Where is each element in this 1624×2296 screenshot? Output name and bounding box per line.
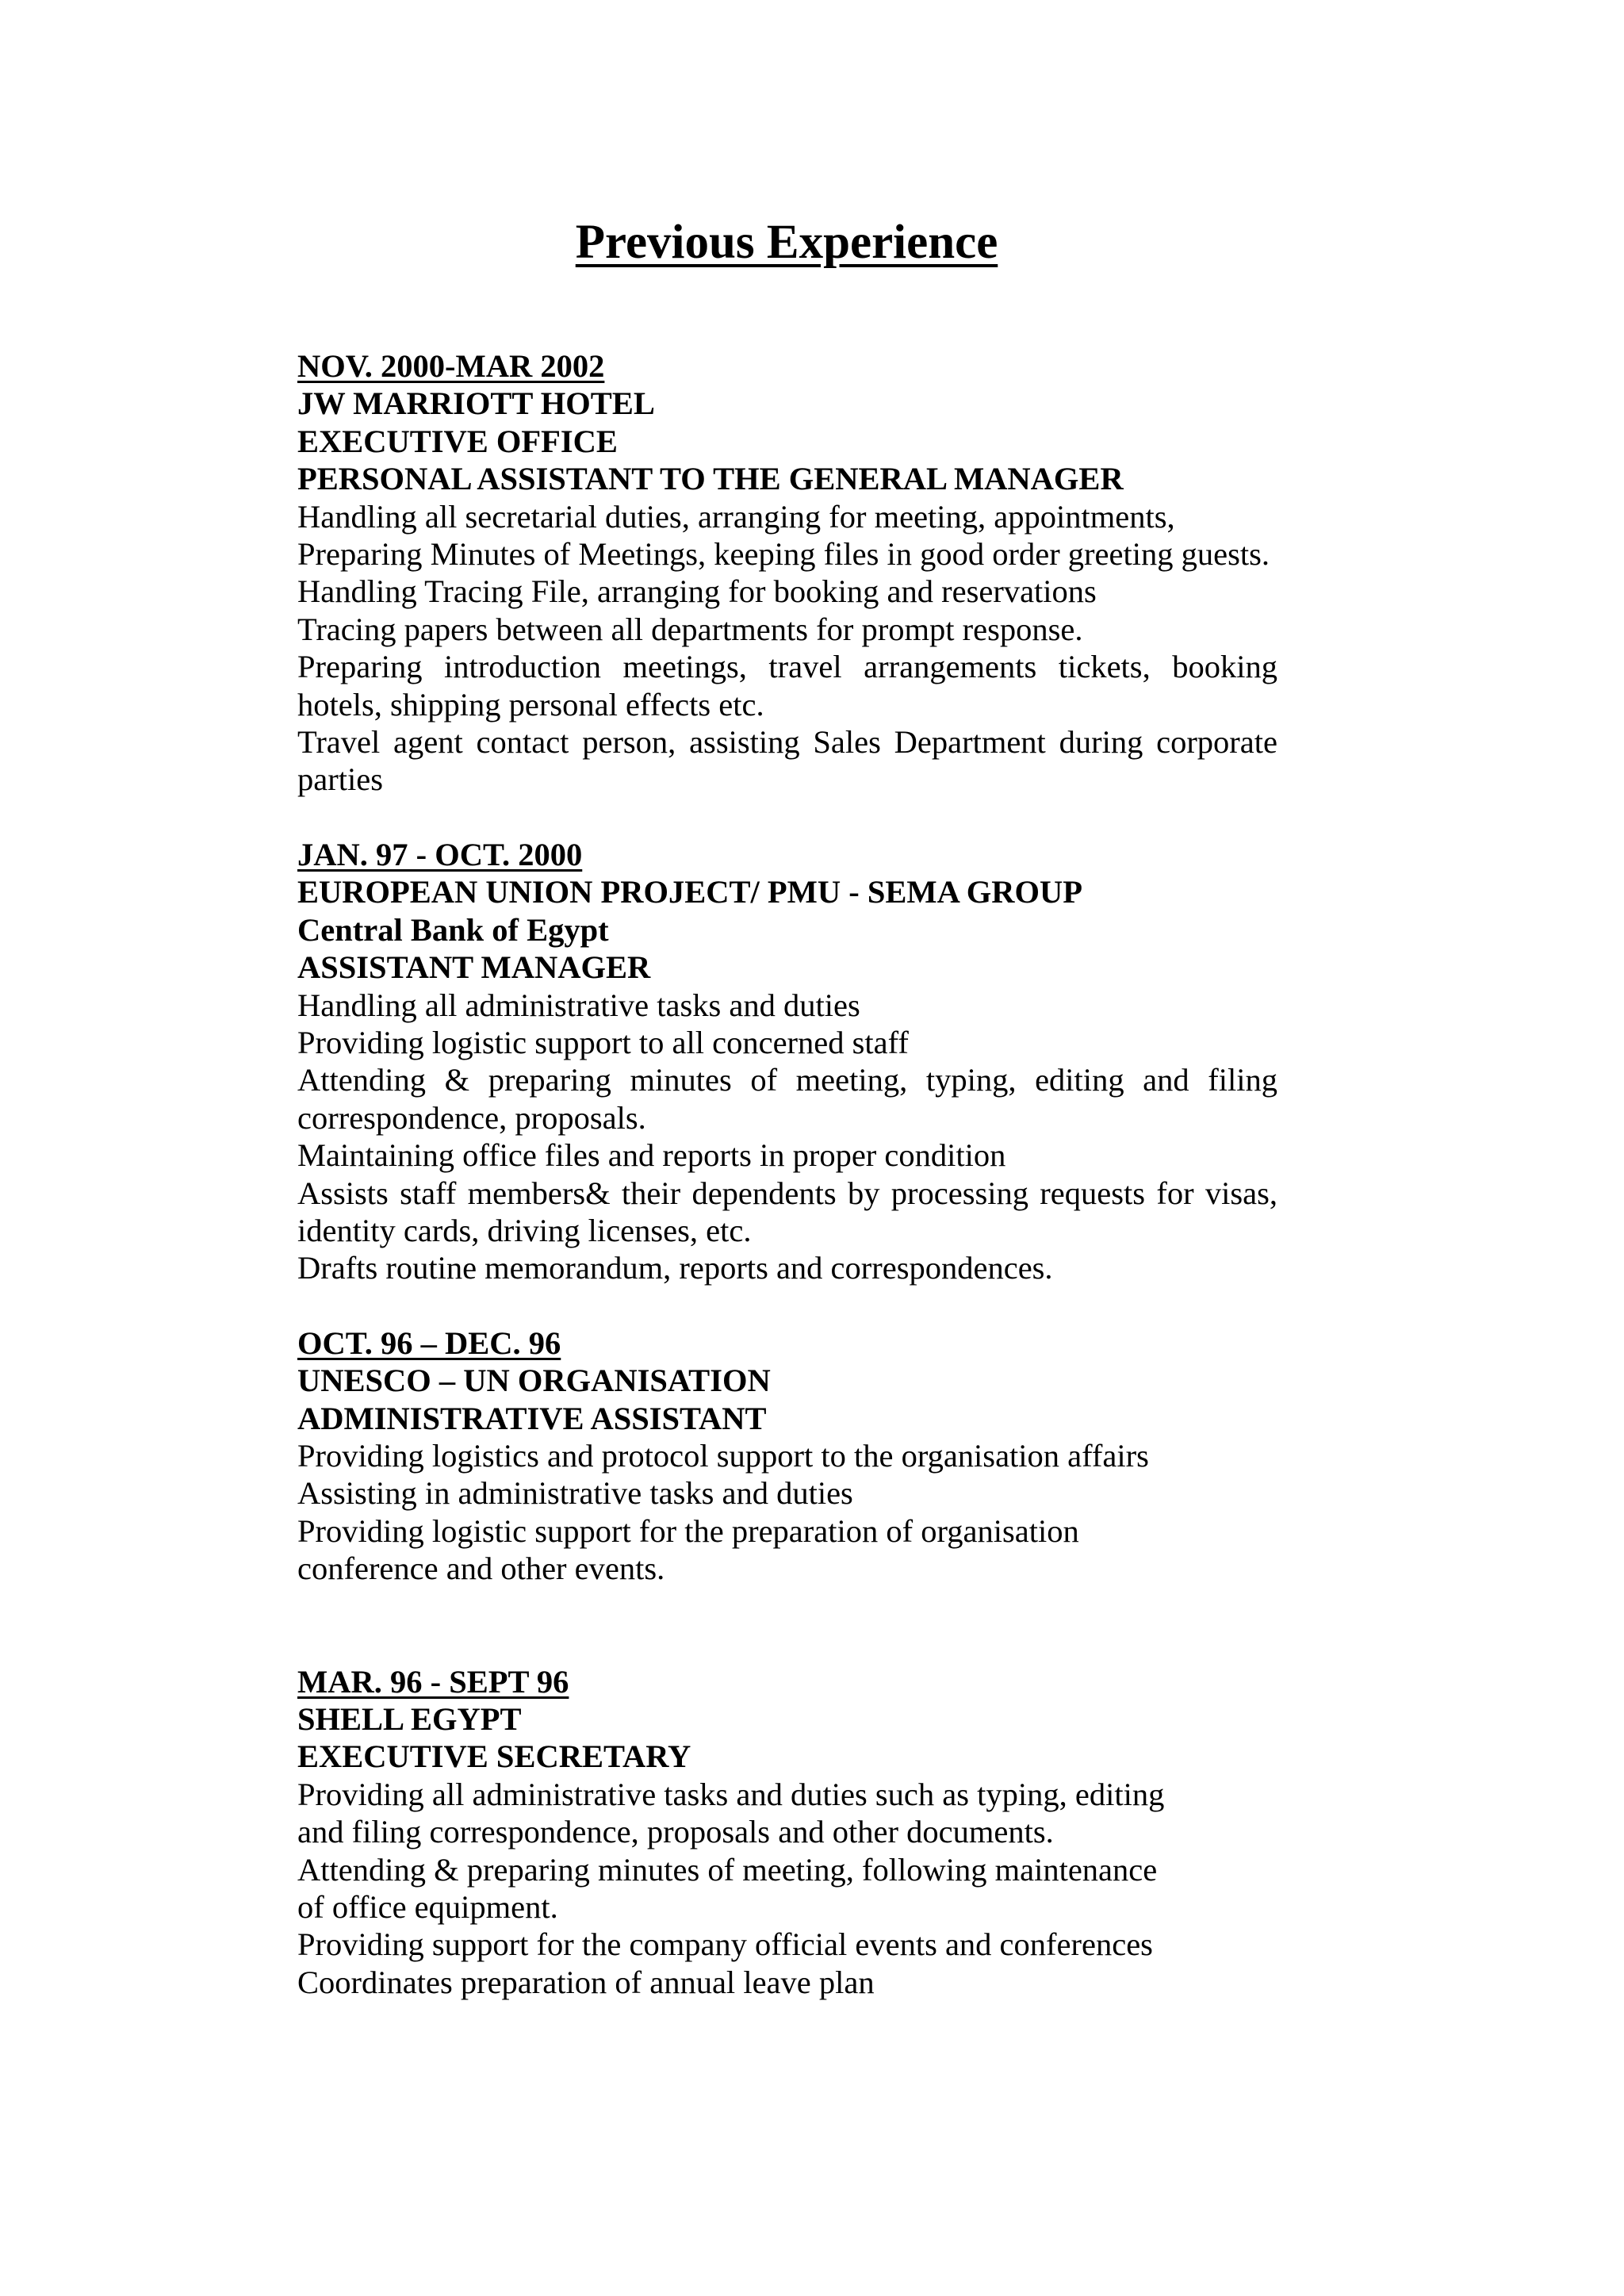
duty-line: of office equipment. <box>297 1889 558 1926</box>
duty-line: conference and other events. <box>297 1550 665 1587</box>
entry-position: ASSISTANT MANAGER <box>297 949 651 986</box>
duty-line: Providing all administrative tasks and duties such as typing, editing <box>297 1776 1165 1812</box>
entry-employer: EUROPEAN UNION PROJECT/ PMU - SEMA GROUP <box>297 874 1082 910</box>
experience-entry-jw-marriott <box>297 347 1277 799</box>
duty-line: Attending & preparing minutes of meeting, typing, editing and filing correspondence, proposals. <box>297 1062 1277 1136</box>
duty-line: Coordinates preparation of annual leave plan <box>297 1964 875 2000</box>
duty-line: Providing logistic support for the preparation of organisation <box>297 1512 1079 1549</box>
experience-list <box>297 347 1277 2001</box>
duty-line: Providing support for the company official events and conferences <box>297 1926 1153 1963</box>
entry-employer: SHELL EGYPT <box>297 1701 522 1737</box>
duty-line: Handling all administrative tasks and duties <box>297 987 860 1023</box>
duty-line: Preparing Minutes of Meetings, keeping files in good order greeting guests. <box>297 536 1270 573</box>
duty-line: Handling Tracing File, arranging for booking and reservations <box>297 573 1097 610</box>
duty-line: and filing correspondence, proposals and other documents. <box>297 1814 1054 1850</box>
entry-employer: JW MARRIOTT HOTEL <box>297 385 655 422</box>
duty-line: Assisting in administrative tasks and duties <box>297 1475 853 1512</box>
entry-date: NOV. 2000-MAR 2002 <box>297 348 605 384</box>
duty-line: Attending & preparing minutes of meeting, following maintenance <box>297 1851 1158 1888</box>
duty-line: Travel agent contact person, assisting Sales Department during corporate parties <box>297 724 1277 798</box>
entry-position: PERSONAL ASSISTANT TO THE GENERAL MANAGER <box>297 461 1124 497</box>
duty-line: Maintaining office files and reports in proper condition <box>297 1137 1006 1174</box>
section-spacer <box>297 1588 1277 1663</box>
section-spacer <box>297 799 1277 836</box>
duty-line: Assists staff members& their dependents by processing requests for visas, identity cards, driving licenses, etc. <box>297 1175 1277 1248</box>
page-title: Previous Experience <box>575 216 998 269</box>
experience-entry-shell <box>297 1663 1277 2002</box>
duty-line: Drafts routine memorandum, reports and correspondences. <box>297 1250 1053 1286</box>
duty-line: Tracing papers between all departments for prompt response. <box>297 611 1083 647</box>
duty-line: Providing logistics and protocol support to the organisation affairs <box>297 1437 1149 1474</box>
duty-line: Preparing introduction meetings, travel arrangements tickets, booking hotels, shipping personal effects etc. <box>297 649 1277 723</box>
entry-date: JAN. 97 - OCT. 2000 <box>297 836 583 872</box>
section-spacer <box>297 1287 1277 1324</box>
entry-department: EXECUTIVE OFFICE <box>297 423 618 459</box>
entry-date: OCT. 96 – DEC. 96 <box>297 1324 561 1361</box>
entry-organisation: Central Bank of Egypt <box>297 911 609 948</box>
duty-line: Handling all secretarial duties, arranging for meeting, appointments, <box>297 498 1175 535</box>
entry-position: EXECUTIVE SECRETARY <box>297 1738 691 1775</box>
entry-position: ADMINISTRATIVE ASSISTANT <box>297 1400 767 1436</box>
experience-entry-eu-project <box>297 836 1277 1287</box>
entry-employer: UNESCO – UN ORGANISATION <box>297 1363 771 1399</box>
entry-date: MAR. 96 - SEPT 96 <box>297 1663 569 1700</box>
duty-line: Providing logistic support to all concerned staff <box>297 1024 909 1060</box>
experience-entry-unesco <box>297 1324 1277 1588</box>
